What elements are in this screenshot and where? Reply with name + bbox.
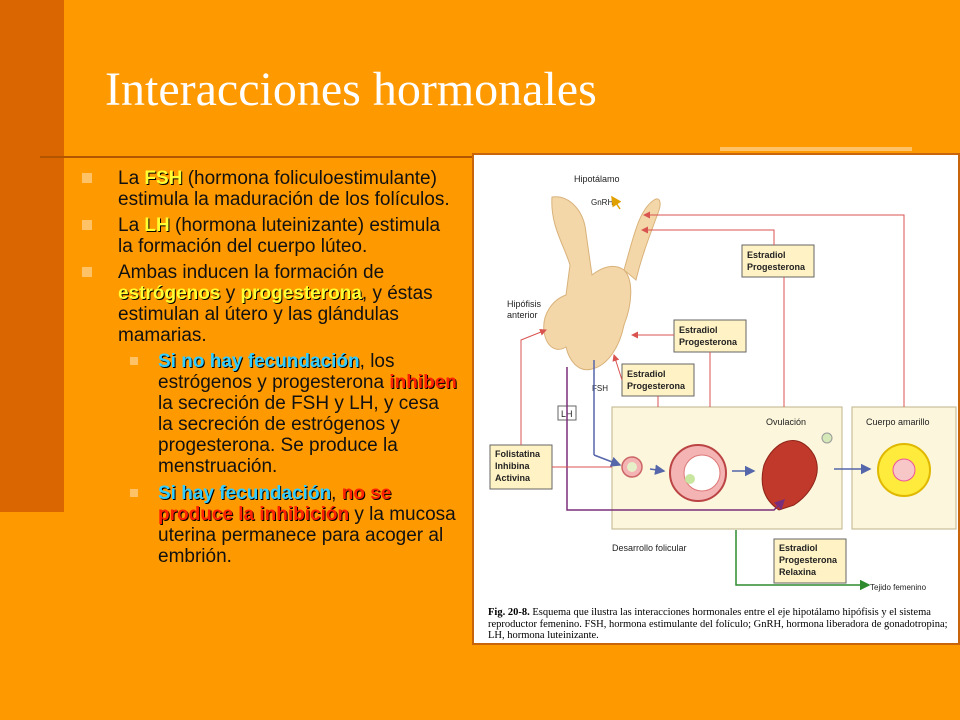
label-lh: LH <box>561 409 573 419</box>
label-fsh: FSH <box>592 384 608 393</box>
bullet-square-icon <box>82 220 92 230</box>
corpus-luteum-center <box>893 459 915 481</box>
box-estradiol-3-line2: Progesterona <box>627 381 686 391</box>
released-ovum <box>822 433 832 443</box>
figure-caption <box>488 607 948 642</box>
bullet-text: La <box>118 168 145 189</box>
bullet-lh <box>82 215 457 257</box>
box-inhibina-line1: Folistatina <box>495 449 541 459</box>
highlight-lh: LH <box>144 215 170 236</box>
highlight-inhiben: inhiben <box>389 372 457 393</box>
box-relaxina-line3: Relaxina <box>779 567 817 577</box>
label-ovulacion: Ovulación <box>766 417 807 427</box>
highlight-no-inhibicion: no se produce la inhibición <box>158 483 392 525</box>
bullet-text: la secreción de FSH y LH, y cesa la secreción de estrógenos y progesterona. Se produce la menstruación. <box>158 393 439 477</box>
bullet-text: Ambas inducen la formación de <box>118 262 385 283</box>
arrow-feedback-4 <box>614 355 622 380</box>
bullet-text: La <box>118 215 145 236</box>
pituitary-shape <box>544 197 631 370</box>
highlight-no-fecundacion: Si no hay fecundación <box>158 351 360 372</box>
bullet-list <box>82 168 457 573</box>
arrow-inhibina <box>521 330 546 445</box>
follicle-oocyte <box>685 474 695 484</box>
label-desarrollo-folicular: Desarrollo folicular <box>612 543 687 553</box>
follicle-small-core <box>627 462 637 472</box>
sub-bullet-square-icon <box>130 357 138 365</box>
box-estradiol-2-line1: Estradiol <box>679 325 718 335</box>
bullet-text: y <box>220 283 241 304</box>
label-hipofisis: Hipófisis <box>507 299 542 309</box>
label-hipofisis-anterior: anterior <box>507 310 538 320</box>
highlight-fsh: FSH <box>144 168 183 189</box>
label-cuerpo-amarillo: Cuerpo amarillo <box>866 417 930 427</box>
label-tejido-femenino: Tejido femenino <box>870 583 927 592</box>
box-estradiol-1-line1: Estradiol <box>747 250 786 260</box>
highlight-fecundacion: Si hay fecundación <box>158 483 332 504</box>
label-gnrh: GnRH <box>591 198 614 207</box>
label-hipotalamo: Hipotálamo <box>574 174 620 184</box>
accent-divider <box>720 147 912 151</box>
bullet-text: , y éstas estimulan al útero y las glándulas mamarias. <box>118 283 433 346</box>
bullet-square-icon <box>82 173 92 183</box>
title-divider <box>40 156 480 158</box>
hypothalamus-stalk <box>624 199 660 280</box>
follicle-antrum <box>684 455 720 491</box>
bullet-fsh <box>82 168 457 210</box>
box-inhibina-line3: Activina <box>495 473 531 483</box>
sub-bullet-fecundacion <box>82 483 457 567</box>
box-inhibina-line2: Inhibina <box>495 461 530 471</box>
box-estradiol-3-line1: Estradiol <box>627 369 666 379</box>
hormone-diagram-figure <box>472 153 960 645</box>
arrow-feedback-2 <box>642 230 774 245</box>
caption-fig-number: Fig. 20-8. <box>488 607 530 618</box>
hormone-diagram <box>474 155 960 605</box>
box-estradiol-1-line2: Progesterona <box>747 262 806 272</box>
caption-text: Esquema que ilustra las interacciones hormonales entre el eje hipotálamo hipófisis y el sistema reproductor femenino. FSH, hormona estimulante del folículo; GnRH, hormona liberadora de gonadotropina; LH, hormona luteinizante. <box>488 607 948 641</box>
left-accent-band <box>0 0 64 512</box>
bullet-square-icon <box>82 267 92 277</box>
bullet-ambas <box>82 262 457 346</box>
sub-bullet-square-icon <box>130 489 138 497</box>
box-relaxina-line1: Estradiol <box>779 543 818 553</box>
bullet-text: y la mucosa uterina permanece para acoger al embrión. <box>158 504 456 567</box>
bullet-text: , los estrógenos y progesterona <box>158 351 395 393</box>
bullet-text: (hormona foliculoestimulante) estimula la maduración de los folículos. <box>118 168 450 210</box>
box-relaxina-line2: Progesterona <box>779 555 838 565</box>
bullet-text: , <box>331 483 342 504</box>
bullet-text: (hormona luteinizante) estimula la formación del cuerpo lúteo. <box>118 215 441 257</box>
highlight-estrogenos: estrógenos <box>118 283 221 304</box>
highlight-progesterona: progesterona <box>240 283 362 304</box>
slide-title: Interacciones hormonales <box>105 63 597 116</box>
sub-bullet-no-fecundacion <box>82 351 457 477</box>
box-estradiol-2-line2: Progesterona <box>679 337 738 347</box>
